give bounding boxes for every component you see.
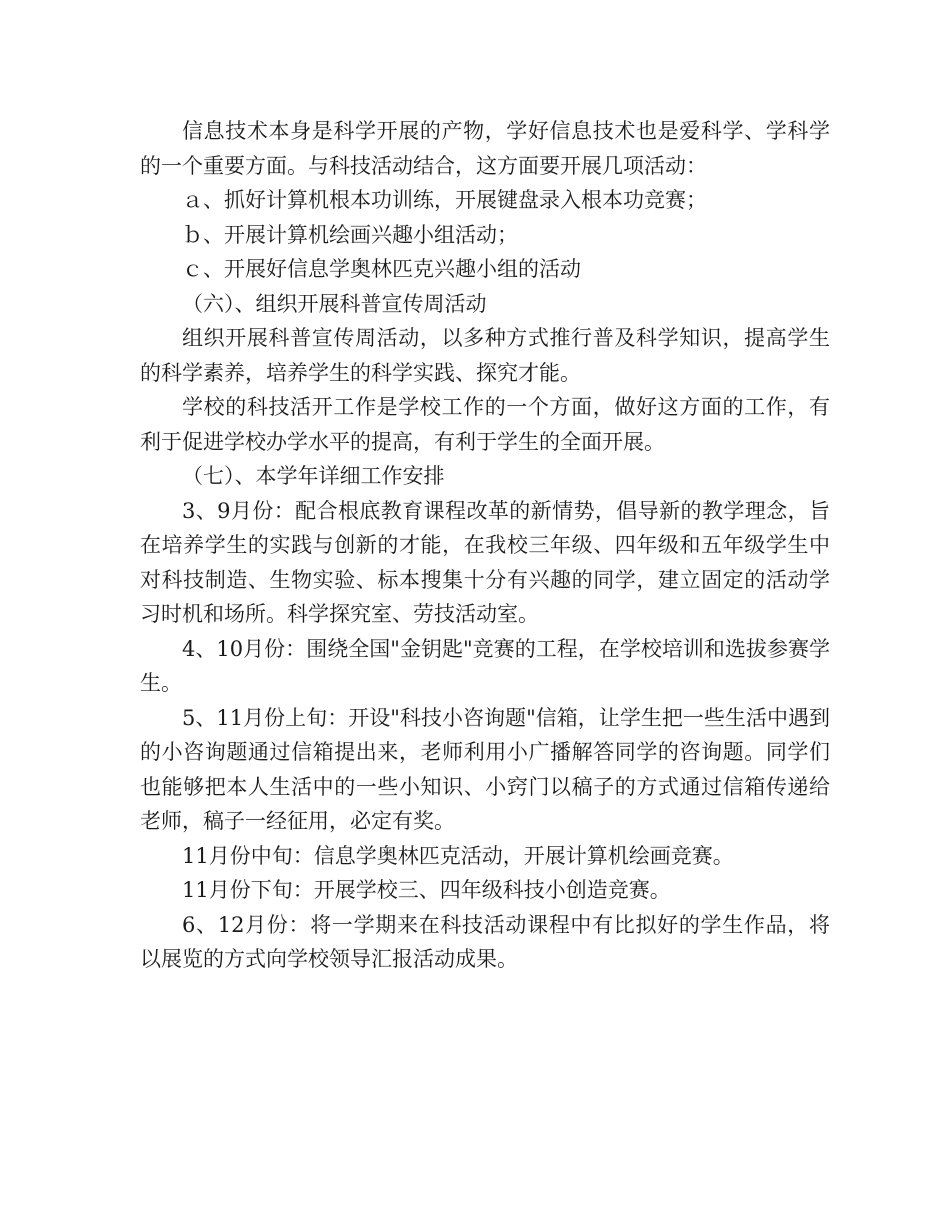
list-item-a: ａ、抓好计算机根本功训练，开展键盘录入根本功竞赛； xyxy=(182,188,707,212)
schedule-item: 11月份中旬：信息学奥林匹克活动，开展计算机绘画竞赛。 xyxy=(182,843,734,868)
section-heading: （六）、组织开展科普宣传周活动 xyxy=(182,291,487,316)
paragraph: 学校的科技活开工作是学校工作的一个方面，做好这方面的工作，有利于促进学校办学水平的提高，有利于学生的全面开展。 xyxy=(140,395,830,454)
schedule-item: 11月份下旬：开展学校三、四年级科技小创造竞赛。 xyxy=(182,878,671,902)
schedule-item: 5、11月份上旬：开设"科技小咨询题"信箱，让学生把一些生活中遇到的小咨询题通过信箱提出来，老师利用小广播解答同学的咨询题。同学们也能够把本人生活中的一些小知识、小窍门以稿子的方式通过信箱传递给老师，稿子一经征用，必定有奖。 xyxy=(140,705,830,833)
list-item-b: ｂ、开展计算机绘画兴趣小组活动； xyxy=(182,222,518,247)
schedule-item: 3、9月份：配合根底教育课程改革的新情势，倡导新的教学理念，旨在培养学生的实践与创新的才能，在我校三年级、四年级和五年级学生中对科技制造、生物实验、标本搜集十分有兴趣的同学，建立固定的活动学习时机和场所。科学探究室、劳技活动室。 xyxy=(140,498,830,626)
paragraph: 信息技术本身是科学开展的产物，学好信息技术也是爱科学、学科学的一个重要方面。与科技活动结合，这方面要开展几项活动： xyxy=(140,119,830,178)
section-heading: （七）、本学年详细工作安排 xyxy=(182,464,445,488)
schedule-item: 6、12月份：将一学期来在科技活动课程中有比拟好的学生作品，将以展览的方式向学校领导汇报活动成果。 xyxy=(140,912,830,971)
schedule-item: 4、10月份：围绕全国"金钥匙"竞赛的工程，在学校培训和选拔参赛学生。 xyxy=(140,636,830,695)
document-body xyxy=(140,114,830,977)
paragraph: 组织开展科普宣传周活动，以多种方式推行普及科学知识，提高学生的科学素养，培养学生的科学实践、探究才能。 xyxy=(140,326,830,385)
list-item-c: ｃ、开展好信息学奥林匹克兴趣小组的活动 xyxy=(182,257,581,281)
